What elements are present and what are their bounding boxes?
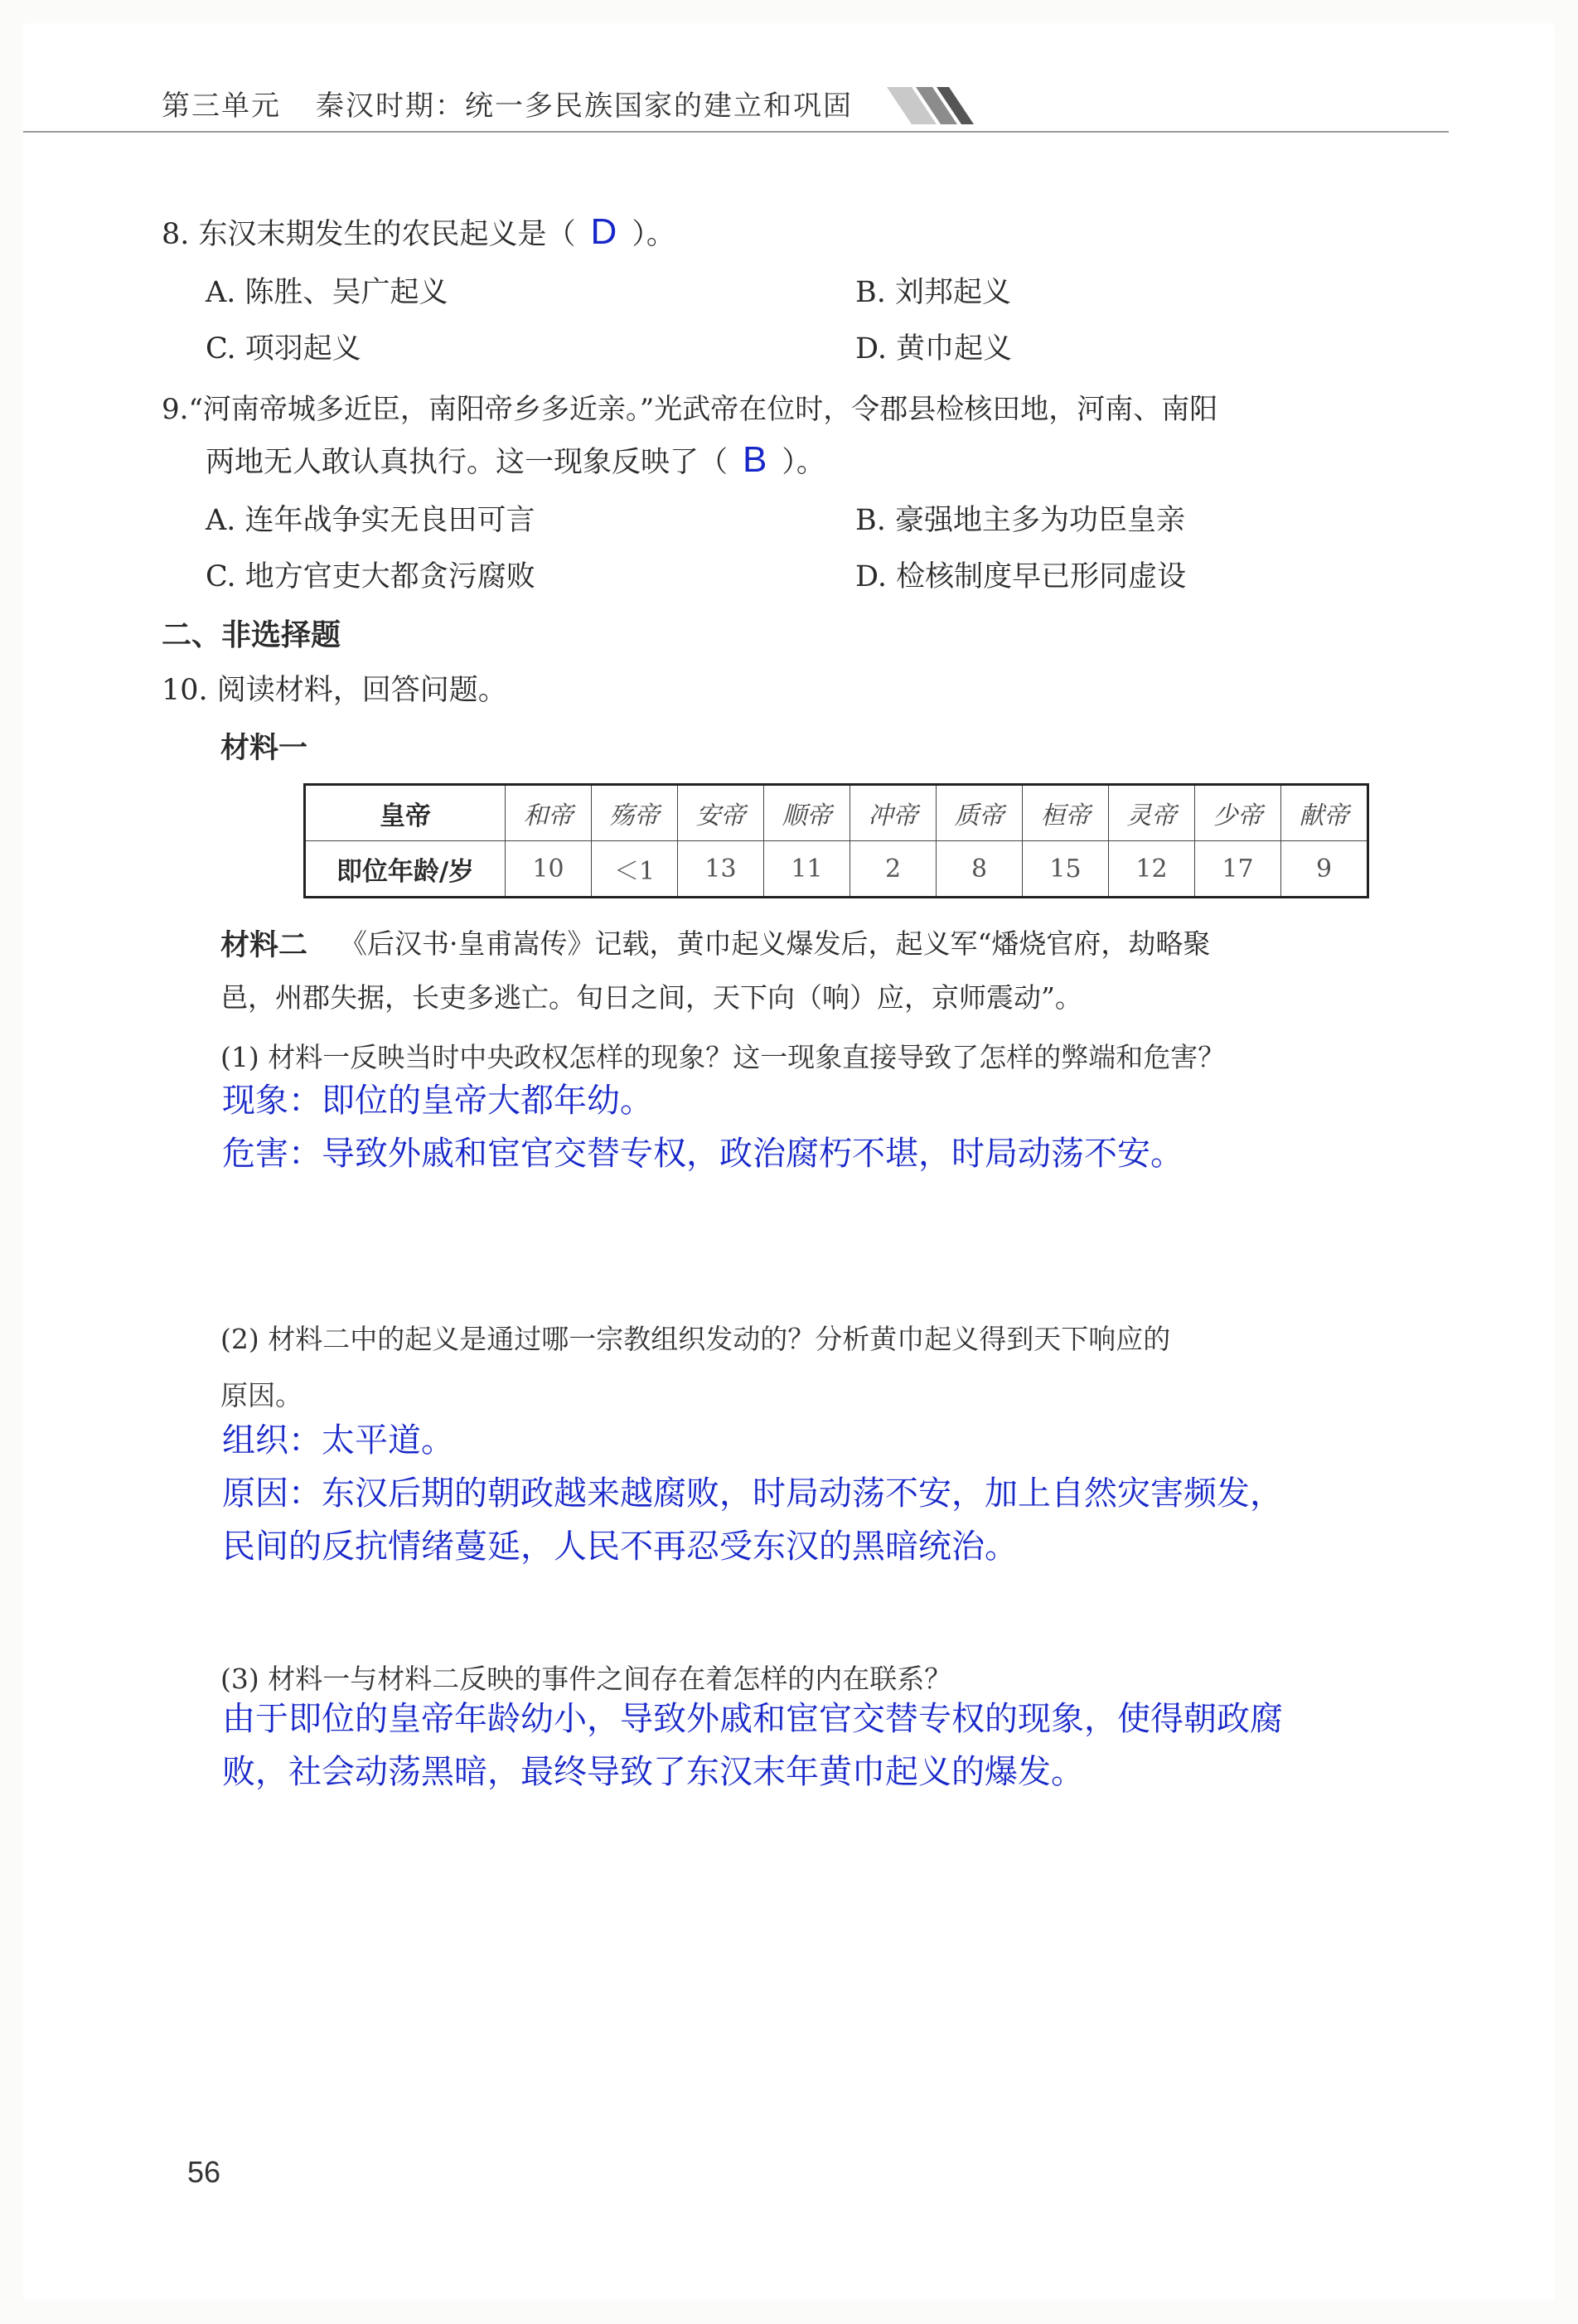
question-8-option-b: B. 刘邦起义 [855,276,1011,309]
table-cell: 冲帝 [850,785,937,841]
answer-line: 由于即位的皇帝年龄幼小，导致外戚和宦官交替专权的现象，使得朝政腐 [222,1700,1283,1738]
table-cell: 殇帝 [592,785,678,841]
header-divider [23,131,1449,133]
table-cell: 11 [764,841,850,898]
answer-line: 组织：太平道。 [222,1421,454,1460]
running-header [162,83,853,123]
sub-question-3: (3) 材料一与材料二反映的事件之间存在着怎样的内在联系？ [220,1663,952,1695]
table-cell: 15 [1023,841,1109,898]
table-cell: 9 [1281,841,1368,898]
header-title: 秦汉时期：统一多民族国家的建立和巩固 [316,90,853,123]
table-cell: 灵帝 [1109,785,1195,841]
table-row-header: 皇帝 [305,785,506,841]
table-row [305,841,1368,898]
question-9-line1: 9.“河南帝城多近臣，南阳帝乡多近亲。”光武帝在位时，令郡县检核田地，河南、南阳 [162,393,1218,426]
question-9-line2: 两地无人敢认真执行。这一现象反映了（ B ）。 [206,439,825,480]
answer-line: 原因：东汉后期的朝政越来越腐败，时局动荡不安，加上自然灾害频发， [222,1474,1283,1513]
header-unit: 第三单元 [162,90,281,123]
table-cell: 安帝 [678,785,764,841]
material-2-line2: 邑，州郡失据，长吏多逃亡。旬日之间，天下向（响）应，京师震动”。 [220,981,1082,1014]
question-9-answer: B [743,439,767,480]
sub-question-2-line1: (2) 材料二中的起义是通过哪一宗教组织发动的？分析黄巾起义得到天下响应的 [220,1323,1171,1355]
question-8-option-d: D. 黄巾起义 [855,332,1013,366]
question-9-option-d: D. 检核制度早已形同虚设 [855,560,1187,593]
question-9-option-b: B. 豪强地主多为功臣皇亲 [855,504,1185,537]
table-cell: 桓帝 [1023,785,1109,841]
section-title: 二、非选择题 [162,618,341,652]
table-cell: 顺帝 [764,785,850,841]
question-8-option-c: C. 项羽起义 [206,332,361,366]
question-8-stem: 8. 东汉末期发生的农民起义是（ D ）。 [162,211,675,252]
table-row-header: 即位年龄/岁 [305,841,506,898]
question-9-option-c: C. 地方官吏大都贪污腐败 [206,560,535,593]
table-cell: 13 [678,841,764,898]
emperor-age-table [303,783,1369,898]
question-10-stem: 10. 阅读材料，回答问题。 [162,674,507,707]
table-cell: 少帝 [1195,785,1281,841]
answer-line: 危害：导致外戚和宦官交替专权，政治腐朽不堪，时局动荡不安。 [222,1135,1184,1173]
header-stripes-icon [887,83,978,128]
material-1-label: 材料一 [220,732,308,765]
table-cell: 献帝 [1281,785,1368,841]
page-number: 56 [187,2155,221,2189]
sub-question-2-line2: 原因。 [220,1379,303,1411]
table-cell: 8 [937,841,1023,898]
question-8-answer: D [590,211,617,252]
answer-line: 败，社会动荡黑暗，最终导致了东汉末年黄巾起义的爆发。 [222,1753,1084,1791]
table-cell: 12 [1109,841,1195,898]
material-2-label: 材料二 [220,929,308,962]
table-row [305,785,1368,841]
table-cell: 质帝 [937,785,1023,841]
table-cell: 和帝 [506,785,592,841]
answer-line: 民间的反抗情绪蔓延，人民不再忍受东汉的黑暗统治。 [222,1528,1018,1566]
question-9-option-a: A. 连年战争实无良田可言 [206,504,535,537]
question-8-option-a: A. 陈胜、吴广起义 [206,276,448,309]
answer-line: 现象：即位的皇帝大都年幼。 [222,1082,653,1120]
table-cell: 10 [506,841,592,898]
table-cell: 2 [850,841,937,898]
sub-question-1: (1) 材料一反映当时中央政权怎样的现象？这一现象直接导致了怎样的弊端和危害？ [220,1041,1226,1073]
table-cell: 17 [1195,841,1281,898]
material-2-line1: 《后汉书·皇甫嵩传》记载，黄巾起义爆发后，起义军“燔烧官府，劫略聚 [340,927,1211,960]
table-cell: ＜1 [592,841,678,898]
